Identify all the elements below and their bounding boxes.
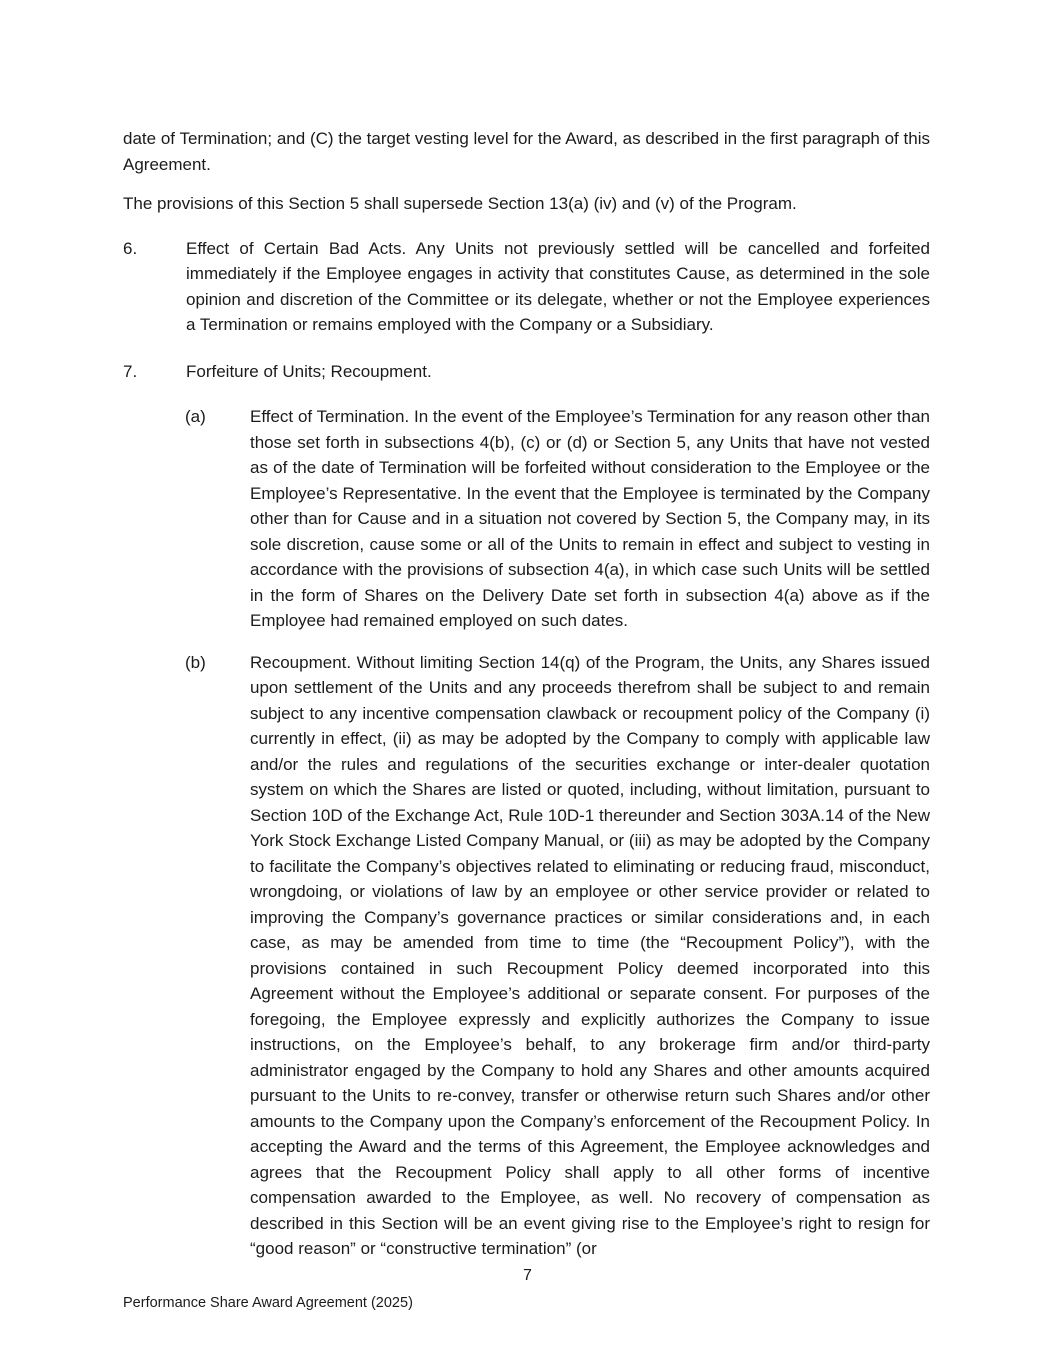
page-number: 7 — [523, 1267, 532, 1284]
section-7 — [123, 359, 930, 385]
section-7-number: 7. — [123, 361, 138, 381]
section-6 — [123, 236, 930, 338]
subsection-7a-label: (a) — [185, 407, 206, 426]
section-6-number: 6. — [123, 238, 138, 258]
document-body — [123, 126, 930, 1262]
subsection-7a-text: Effect of Termination. In the event of the Employee’s Termination for any reason other than those set forth in subsections 4(b), (c) or (d) or Section 5, any Units that have not vested as of the date of Termination will be forfeited without consideration to the Employee or the Employee’s Representative. In the event that the Employee is terminated by the Company other than for Cause and in a situation not covered by Section 5, the Company may, in its sole discretion, cause some or all of the Units to remain in effect and subject to vesting in accordance with the provisions of subsection 4(a), in which case such Units will be settled in the form of Shares on the Delivery Date set forth in subsection 4(a) above as if the Employee had remained employed on such dates. — [250, 407, 930, 630]
section-7-heading: Forfeiture of Units; Recoupment. — [186, 361, 432, 381]
subsection-7a — [123, 404, 930, 634]
footer-document-title: Performance Share Award Agreement (2025) — [123, 1295, 413, 1311]
paragraph-continuation: date of Termination; and (C) the target vesting level for the Award, as described in the first paragraph of this Agreement. — [123, 129, 930, 174]
paragraph-section5-provisions: The provisions of this Section 5 shall supersede Section 13(a) (iv) and (v) of the Program. — [123, 194, 797, 213]
subsection-7b-text: Recoupment. Without limiting Section 14(q) of the Program, the Units, any Shares issued upon settlement of the Units and any proceeds therefrom shall be subject to and remain subject to any incentive compensation clawback or recoupment policy of the Company (i) currently in effect, (ii) as may be adopted by the Company to comply with applicable law and/or the rules and regulations of the securities exchange or inter-dealer quotation system on which the Shares are listed or quoted, including, without limitation, pursuant to Section 10D of the Exchange Act, Rule 10D-1 thereunder and Section 303A.14 of the New York Stock Exchange Listed Company Manual, or (iii) as may be adopted by the Company to facilitate the Company’s objectives related to eliminating or reducing fraud, misconduct, wrongdoing, or violations of law by an employee or other service provider or related to improving the Company’s governance practices or similar considerations and, in each case, as may be amended from time to time (the “Recoupment Policy”), with the provisions contained in such Recoupment Policy deemed incorporated into this Agreement without the Employee’s additional or separate consent. For purposes of the foregoing, the Employee expressly and explicitly authorizes the Company to issue instructions, on the Employee’s behalf, to any brokerage firm and/or third-party administrator engaged by the Company to hold any Shares and other amounts acquired pursuant to the Units to re-convey, transfer or otherwise return such Shares and/or other amounts to the Company upon the Company’s enforcement of the Recoupment Policy. In accepting the Award and the terms of this Agreement, the Employee acknowledges and agrees that the Recoupment Policy shall apply to all other forms of incentive compensation awarded to the Employee, as well. No recovery of compensation as described in this Section will be an event giving rise to the Employee’s right to resign for “good reason” or “constructive termination” (or — [250, 652, 930, 1258]
subsection-7b — [123, 650, 930, 1262]
section-6-text: Effect of Certain Bad Acts. Any Units not previously settled will be cancelled and forfeited immediately if the Employee engages in activity that constitutes Cause, as determined in the sole opinion and discretion of the Committee or its delegate, whether or not the Employee experiences a Termination or remains employed with the Company or a Subsidiary. — [186, 238, 930, 334]
subsection-7b-label: (b) — [185, 652, 206, 672]
